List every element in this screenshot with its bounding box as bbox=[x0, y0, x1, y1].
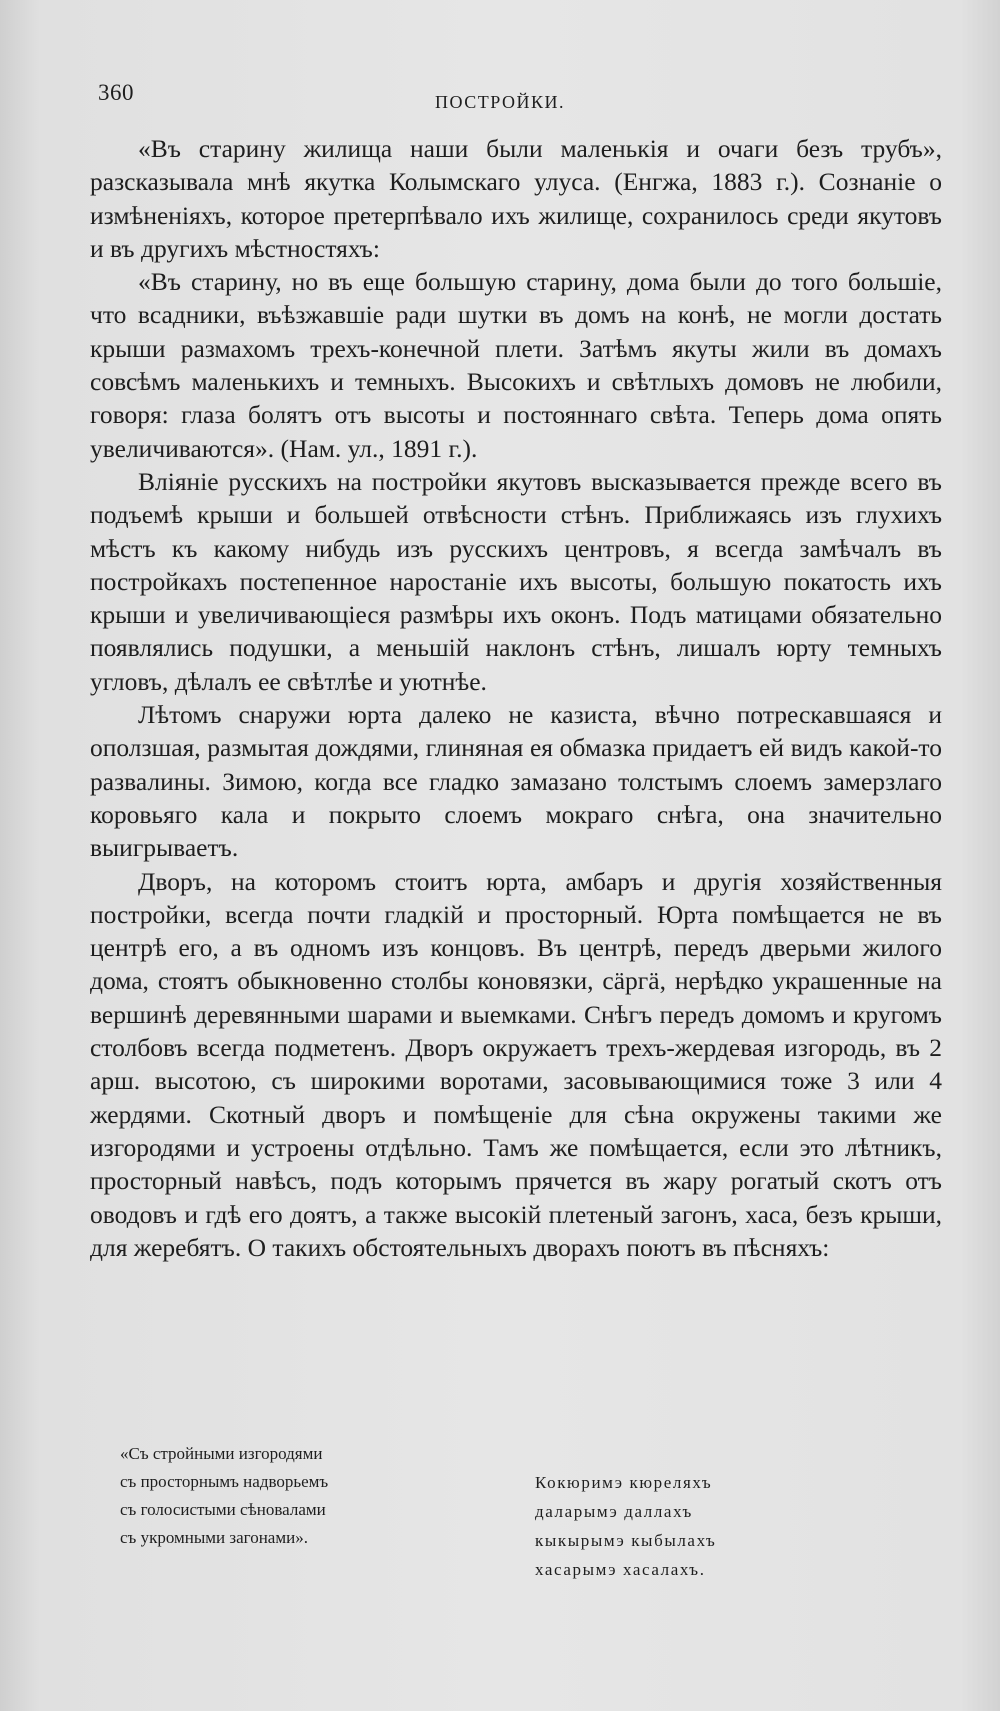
verse-line: съ голосистыми сѣновалами bbox=[120, 1500, 326, 1519]
verse-russian-translation bbox=[120, 1440, 500, 1552]
verse-yakut-original bbox=[535, 1468, 835, 1584]
paragraph-2: «Въ старину, но въ еще большую старину, дома были до того большіе, что всадники, въѣзжавшіе ради шутки въ домъ на конѣ, не могли достать крыши размахомъ трехъ-конечной плети. Затѣмъ якуты жили въ домахъ совсѣмъ маленькихъ и темныхъ. Высокихъ и свѣтлыхъ домовъ не любили, говоря: глаза болятъ отъ высоты и постояннаго свѣта. Теперь дома опять увеличиваются». (Нам. ул., 1891 г.). bbox=[90, 267, 942, 463]
running-head: ПОСТРОЙКИ. bbox=[435, 92, 565, 112]
verse-line: кыкырымэ кыбылахъ bbox=[535, 1531, 717, 1550]
paragraph-1: «Въ старину жилища наши были маленькія и очаги безъ трубъ», разсказывала мнѣ якутка Колымскаго улуса. (Енгжа, 1883 г.). Сознаніе о измѣненіяхъ, которое претерпѣвало ихъ жилище, сохранилось среди якутовъ и въ другихъ мѣстностяхъ: bbox=[90, 134, 942, 263]
verse-line: даларымэ даллахъ bbox=[535, 1502, 693, 1521]
paragraph-3: Вліяніе русскихъ на постройки якутовъ высказывается прежде всего въ подъемѣ крыши и большей отвѣсности стѣнъ. Приближаясь изъ глухихъ мѣстъ къ какому нибудь изъ русскихъ центровъ, я всегда замѣчалъ въ постройкахъ постепенное наростаніе ихъ высоты, большую покатость ихъ крыши и увеличивающіеся размѣры ихъ оконъ. Подъ матицами обязательно появлялись подушки, а меньшій наклонъ стѣнъ, лишалъ юрту темныхъ угловъ, дѣлалъ ее свѣтлѣе и уютнѣе. bbox=[90, 466, 942, 696]
verse-line: хасарымэ хасалахъ. bbox=[535, 1560, 706, 1579]
verse-line: «Съ стройными изгородями bbox=[120, 1444, 323, 1463]
verse-line: Кокюримэ кюреляхъ bbox=[535, 1473, 713, 1492]
paragraph-4: Лѣтомъ снаружи юрта далеко не казиста, вѣчно потрескавшаяся и оползшая, размытая дождями, глиняная ея обмазка придаетъ ей видъ какой-то развалины. Зимою, когда все гладко замазано толстымъ слоемъ замерзлаго коровьяго кала и покрыто слоемъ мокраго снѣга, она значительно выигрываетъ. bbox=[90, 700, 942, 863]
body-text bbox=[90, 132, 942, 1264]
paragraph-5: Дворъ, на которомъ стоитъ юрта, амбаръ и другія хозяйственныя постройки, всегда почти гладкій и просторный. Юрта помѣщается не въ центрѣ его, а въ одномъ изъ концовъ. Въ центрѣ, передъ дверьми жилого дома, стоятъ обыкновенно столбы коновязки, сäргä, нерѣдко украшенные на вершинѣ деревянными шарами и выемками. Снѣгъ передъ домомъ и кругомъ столбовъ всегда подметенъ. Дворъ окружаетъ трехъ-жердевая изгородь, въ 2 арш. высотою, съ широкими воротами, засовывающимися тоже 3 или 4 жердями. Скотный дворъ и помѣщеніе для сѣна окружены такими же изгородями и устроены отдѣльно. Тамъ же помѣщается, если это лѣтникъ, просторный навѣсъ, подъ которымъ прячется въ жару рогатый скотъ отъ оводовъ и гдѣ его доятъ, а также высокій плетеный загонъ, хаса, безъ крыши, для жеребятъ. О такихъ обстоятельныхъ дворахъ поютъ въ пѣсняхъ: bbox=[90, 866, 942, 1262]
verse-line: съ укромными загонами». bbox=[120, 1528, 308, 1547]
song-verses bbox=[0, 1440, 1000, 1580]
page-number: 360 bbox=[98, 80, 134, 105]
verse-line: съ просторнымъ надворьемъ bbox=[120, 1472, 329, 1491]
